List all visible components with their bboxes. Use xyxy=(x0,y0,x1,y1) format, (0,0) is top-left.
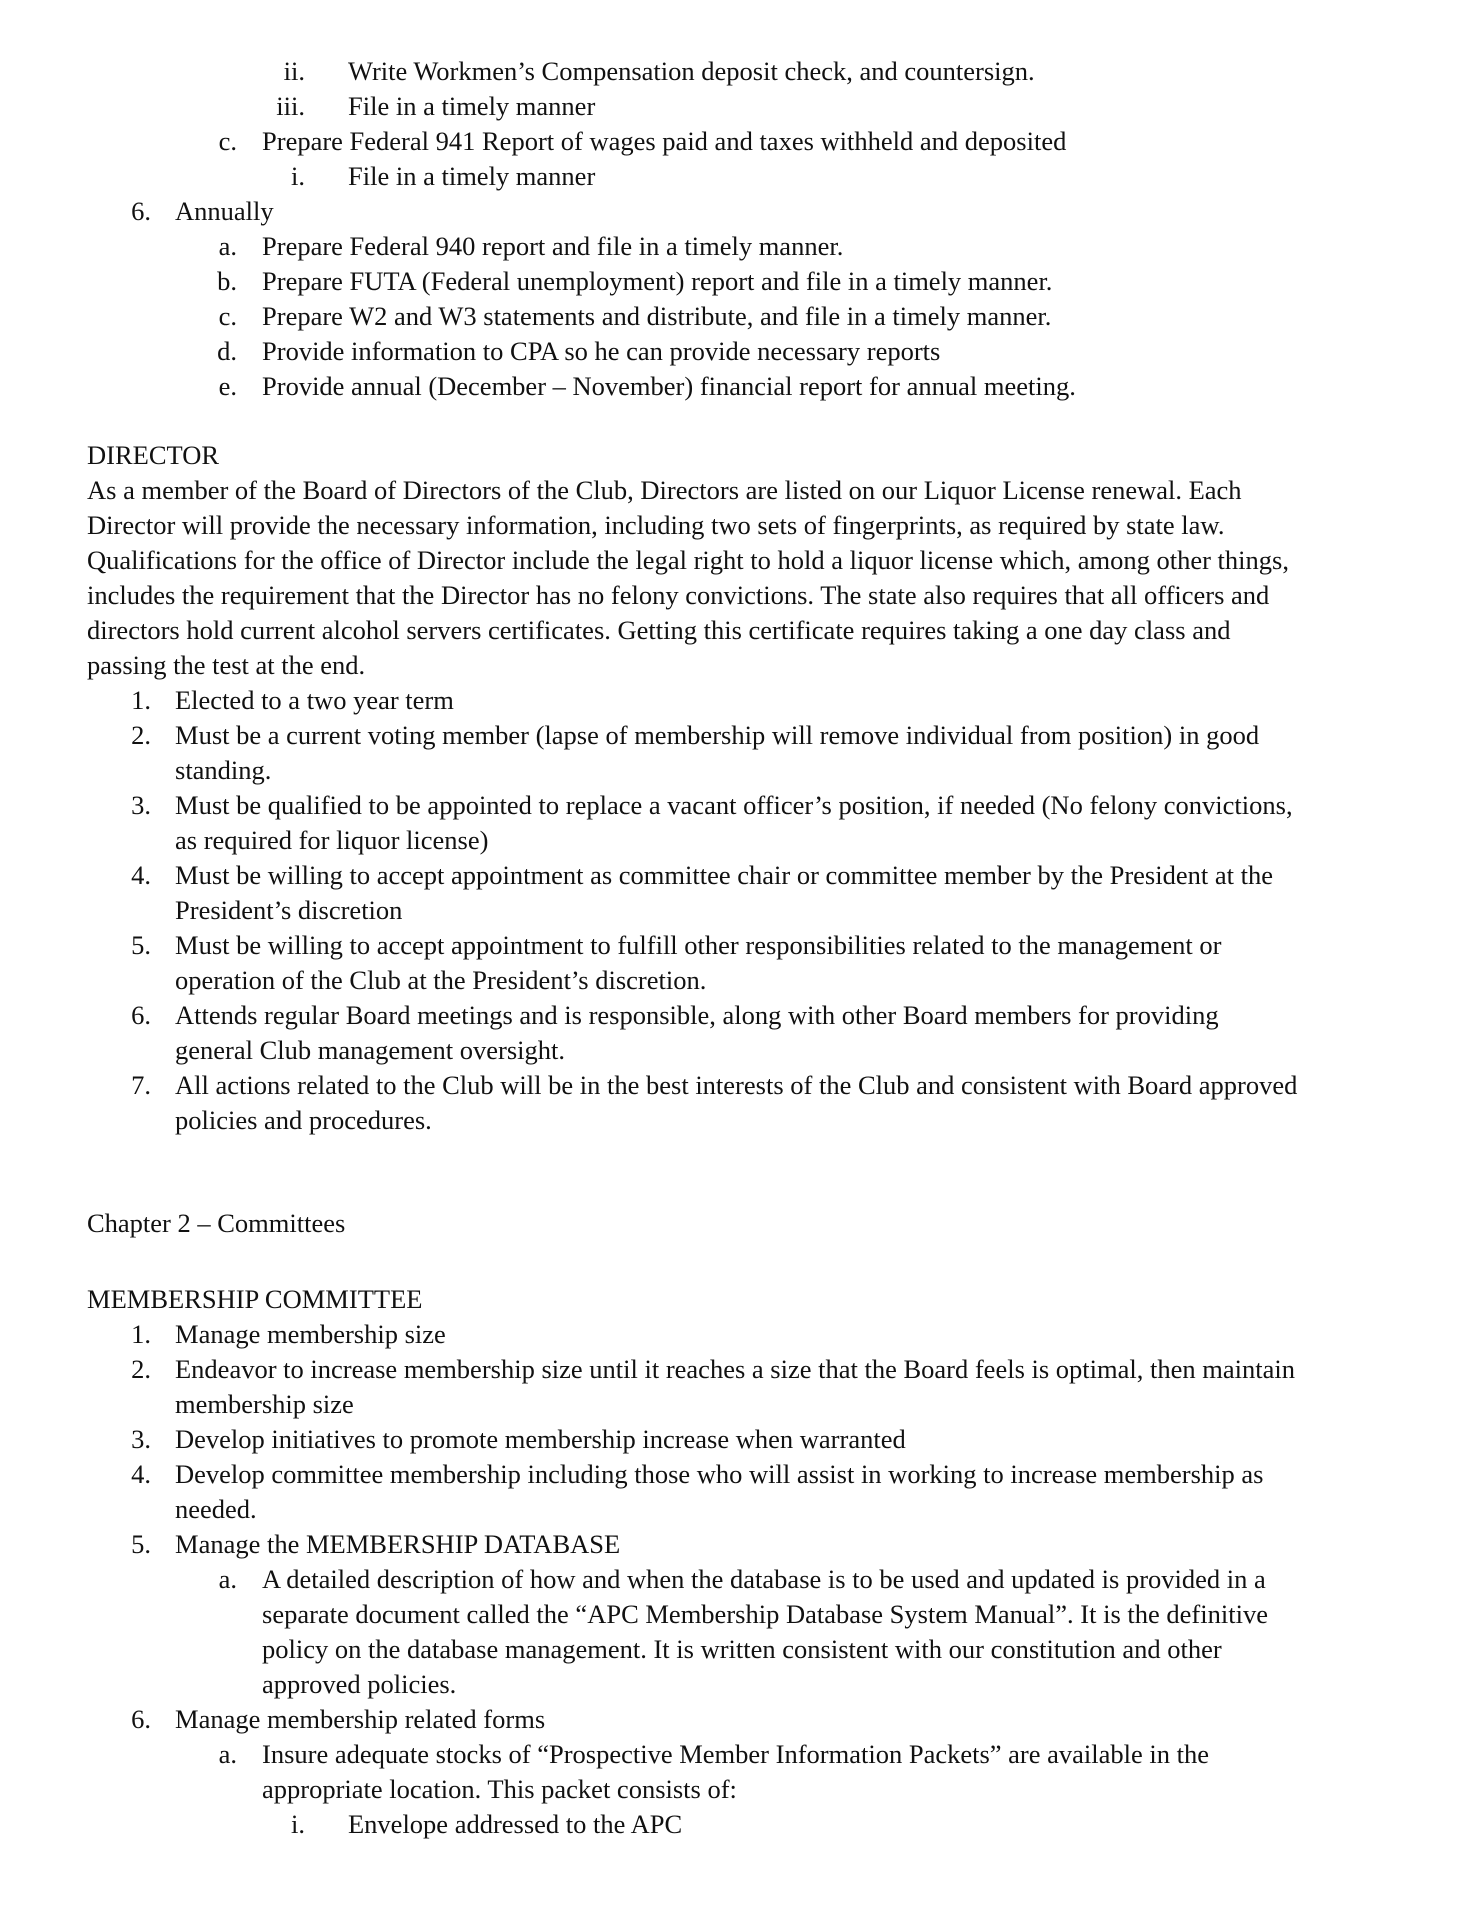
list-marker: d. xyxy=(217,336,237,366)
list-item: Prepare FUTA (Federal unemployment) report and file in a timely manner. xyxy=(262,266,1053,296)
section-heading: MEMBERSHIP COMMITTEE xyxy=(87,1284,423,1314)
list-item-continuation: separate document called the “APC Membership Database System Manual”. It is the definitive xyxy=(262,1599,1268,1629)
list-item: A detailed description of how and when the database is to be used and updated is provided in a xyxy=(262,1564,1266,1594)
list-item-continuation: general Club management oversight. xyxy=(175,1035,566,1065)
list-item-continuation: appropriate location. This packet consists of: xyxy=(262,1774,737,1804)
list-item: Must be a current voting member (lapse of membership will remove individual from position) in good xyxy=(175,720,1260,750)
list-marker: c. xyxy=(218,301,237,331)
list-item: Develop committee membership including those who will assist in working to increase membership as xyxy=(175,1459,1264,1489)
paragraph-line: Qualifications for the office of Director include the legal right to hold a liquor license which, among other things, xyxy=(87,545,1289,575)
list-marker: ii. xyxy=(283,56,305,86)
list-marker: a. xyxy=(218,231,237,261)
list-item: Endeavor to increase membership size until it reaches a size that the Board feels is optimal, then maintain xyxy=(175,1354,1295,1384)
list-item-continuation: as required for liquor license) xyxy=(175,825,489,855)
list-marker: 5. xyxy=(131,1529,151,1559)
list-item: File in a timely manner xyxy=(348,161,596,191)
list-item: Must be willing to accept appointment to fulfill other responsibilities related to the management or xyxy=(175,930,1222,960)
list-marker: 3. xyxy=(131,1424,151,1454)
paragraph-line: Director will provide the necessary information, including two sets of fingerprints, as required by state law. xyxy=(87,510,1225,540)
paragraph-line: passing the test at the end. xyxy=(87,650,366,680)
list-marker: i. xyxy=(291,1809,305,1839)
list-item: Must be qualified to be appointed to replace a vacant officer’s position, if needed (No felony convictions, xyxy=(175,790,1293,820)
list-item: Prepare Federal 941 Report of wages paid and taxes withheld and deposited xyxy=(262,126,1067,156)
list-item: Prepare Federal 940 report and file in a timely manner. xyxy=(262,231,844,261)
list-item: Manage membership related forms xyxy=(175,1704,546,1734)
list-item-continuation: standing. xyxy=(175,755,272,785)
list-marker: b. xyxy=(217,266,237,296)
list-item: Must be willing to accept appointment as committee chair or committee member by the President at the xyxy=(175,860,1273,890)
list-marker: 6. xyxy=(131,196,151,226)
list-item: Develop initiatives to promote membership increase when warranted xyxy=(175,1424,906,1454)
list-marker: e. xyxy=(218,371,237,401)
list-item-continuation: operation of the Club at the President’s discretion. xyxy=(175,965,707,995)
list-marker: 6. xyxy=(131,1704,151,1734)
list-item: Envelope addressed to the APC xyxy=(348,1809,683,1839)
list-item-continuation: needed. xyxy=(175,1494,257,1524)
list-marker: 4. xyxy=(131,1459,151,1489)
list-marker: a. xyxy=(218,1564,237,1594)
list-item-continuation: approved policies. xyxy=(262,1669,457,1699)
list-marker: 1. xyxy=(131,685,151,715)
list-marker: 1. xyxy=(131,1319,151,1349)
list-item: Manage membership size xyxy=(175,1319,446,1349)
list-item: Annually xyxy=(175,196,274,226)
chapter-title: Chapter 2 – Committees xyxy=(87,1208,346,1238)
list-marker: 3. xyxy=(131,790,151,820)
list-item-continuation: policy on the database management. It is written consistent with our constitution and other xyxy=(262,1634,1222,1664)
list-marker: a. xyxy=(218,1739,237,1769)
list-item-continuation: policies and procedures. xyxy=(175,1105,432,1135)
list-marker: 2. xyxy=(131,720,151,750)
list-marker: 7. xyxy=(131,1070,151,1100)
list-item-continuation: membership size xyxy=(175,1389,354,1419)
list-item: Provide information to CPA so he can provide necessary reports xyxy=(262,336,941,366)
list-marker: iii. xyxy=(276,91,305,121)
list-item: Attends regular Board meetings and is responsible, along with other Board members for providing xyxy=(175,1000,1219,1030)
list-item: All actions related to the Club will be in the best interests of the Club and consistent with Board approved xyxy=(175,1070,1298,1100)
list-marker: 4. xyxy=(131,860,151,890)
list-item: Prepare W2 and W3 statements and distribute, and file in a timely manner. xyxy=(262,301,1052,331)
list-item: Insure adequate stocks of “Prospective Member Information Packets” are available in the xyxy=(262,1739,1210,1769)
list-marker: 2. xyxy=(131,1354,151,1384)
list-item: Manage the MEMBERSHIP DATABASE xyxy=(175,1529,621,1559)
list-item: File in a timely manner xyxy=(348,91,596,121)
list-marker: c. xyxy=(218,126,237,156)
list-marker: i. xyxy=(291,161,305,191)
list-marker: 6. xyxy=(131,1000,151,1030)
section-heading: DIRECTOR xyxy=(87,440,220,470)
list-item: Provide annual (December – November) financial report for annual meeting. xyxy=(262,371,1076,401)
paragraph-line: includes the requirement that the Director has no felony convictions. The state also requires that all officers and xyxy=(87,580,1270,610)
list-marker: 5. xyxy=(131,930,151,960)
list-item: Elected to a two year term xyxy=(175,685,454,715)
paragraph-line: As a member of the Board of Directors of the Club, Directors are listed on our Liquor License renewal. Each xyxy=(87,475,1242,505)
list-item-continuation: President’s discretion xyxy=(175,895,403,925)
paragraph-line: directors hold current alcohol servers certificates. Getting this certificate requires taking a one day class and xyxy=(87,615,1231,645)
list-item: Write Workmen’s Compensation deposit check, and countersign. xyxy=(348,56,1035,86)
